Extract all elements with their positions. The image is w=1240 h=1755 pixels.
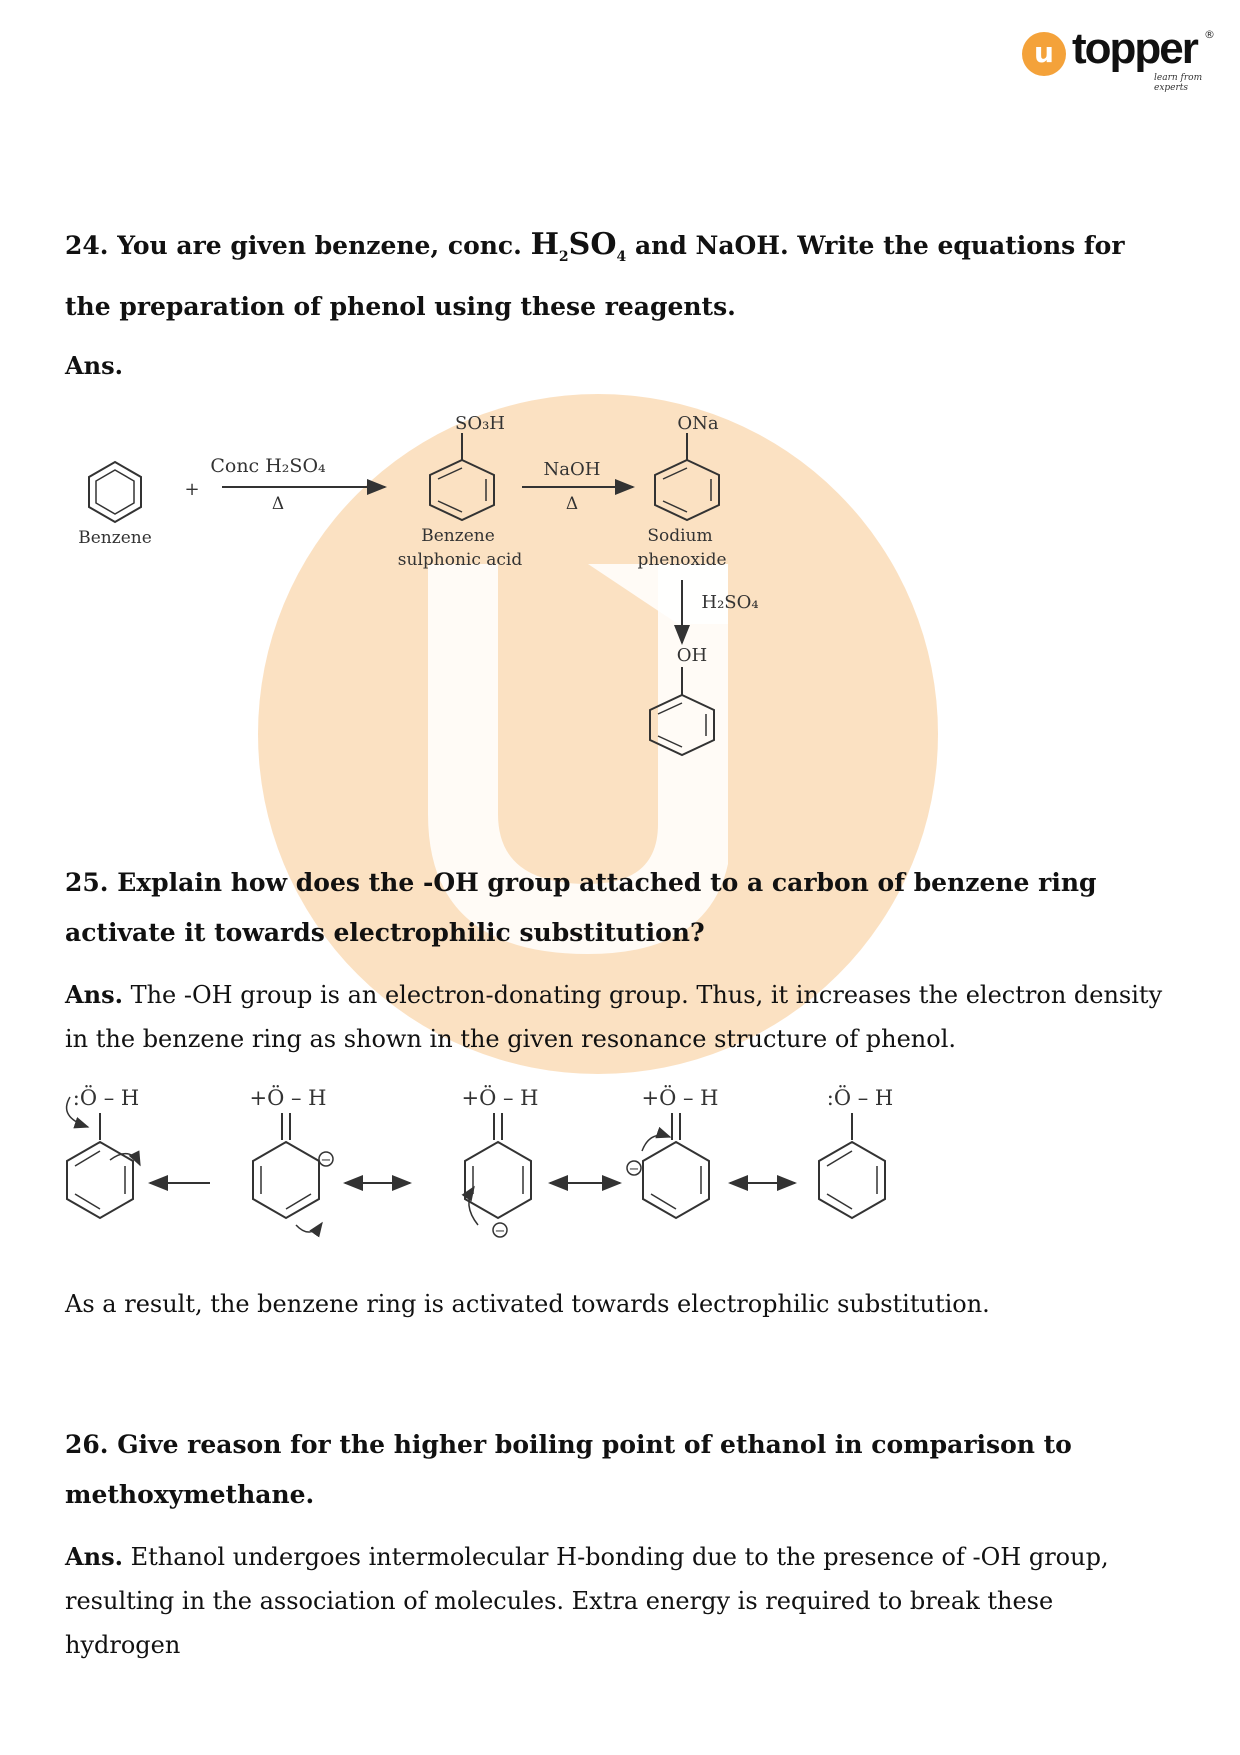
benzene-label: Benzene (78, 528, 152, 548)
resonance-ring-2 (253, 1142, 319, 1218)
logo-badge-icon: u (1022, 32, 1066, 76)
question-25: 25. Explain how does the -OH group attached to a carbon of benzene ring activate it towards electrophilic substitution? (65, 868, 1097, 947)
question-24-text-post: and NaOH. Write the equations for the preparation of phenol using these reagents. (65, 231, 1125, 321)
answer-26: Ans. Ethanol undergoes intermolecular H-bonding due to the presence of -OH group, resulting in the association of molecules. Extra energy is required to break these hydrogen (65, 1542, 1109, 1659)
minus-charge-2: − (320, 1153, 332, 1168)
sp-label-line1: Sodium (647, 526, 713, 546)
formula-h2so4: $H_2SO_4$ (530, 227, 627, 265)
heat-symbol-1: Δ (271, 494, 285, 514)
oh-label: OH (676, 645, 708, 666)
minus-charge-4: − (628, 1162, 640, 1177)
reagent-conc-h2so4: Conc H₂SO₄ (210, 455, 326, 477)
question-24 (65, 220, 1165, 332)
reagent-h2so4: H₂SO₄ (701, 592, 759, 613)
resonance-label-3: +Ö – H (461, 1086, 539, 1110)
resonance-label-2: +Ö – H (249, 1086, 327, 1110)
phenol-resonance-structures (60, 1075, 920, 1265)
so3h-label: SO₃H (454, 413, 506, 434)
question-26: 26. Give reason for the higher boiling point of ethanol in comparison to methoxymethane. (65, 1430, 1072, 1509)
reagent-naoh: NaOH (543, 459, 601, 480)
phenol-structure (650, 695, 714, 755)
plus-sign: + (184, 479, 200, 500)
benzene-sulphonic-acid-structure (430, 460, 494, 520)
answer-25: Ans. The -OH group is an electron-donating group. Thus, it increases the electron density in the benzene ring as shown in the given resonance structure of phenol. (65, 980, 1163, 1053)
resonance-label-5: :Ö – H (826, 1086, 894, 1110)
benzene-structure (89, 462, 141, 522)
resonance-label-1: :Ö – H (72, 1086, 140, 1110)
phenol-preparation-scheme (60, 405, 800, 765)
minus-charge-3: − (494, 1224, 506, 1239)
sp-label-line2: phenoxide (637, 550, 727, 570)
bsa-label-line2: sulphonic acid (397, 550, 523, 570)
ona-label: ONa (677, 413, 719, 434)
resonance-ring-4 (643, 1142, 709, 1218)
sodium-phenoxide-structure (655, 460, 719, 520)
resonance-ring-3 (465, 1142, 531, 1218)
bsa-label-line1: Benzene (421, 526, 495, 546)
registered-mark: ® (1204, 28, 1215, 41)
heat-symbol-2: Δ (565, 494, 579, 514)
question-24-text-pre: 24. You are given benzene, conc. (65, 231, 531, 260)
resonance-ring-5 (819, 1142, 885, 1218)
answer-24-label: Ans. (65, 351, 123, 380)
logo-wordmark: topper (1072, 24, 1197, 73)
brand-logo (1022, 24, 1222, 93)
logo-tagline: learn from experts (1154, 73, 1203, 93)
answer-25-result: As a result, the benzene ring is activated towards electrophilic substitution. (65, 1290, 990, 1318)
resonance-label-4: +Ö – H (641, 1086, 719, 1110)
